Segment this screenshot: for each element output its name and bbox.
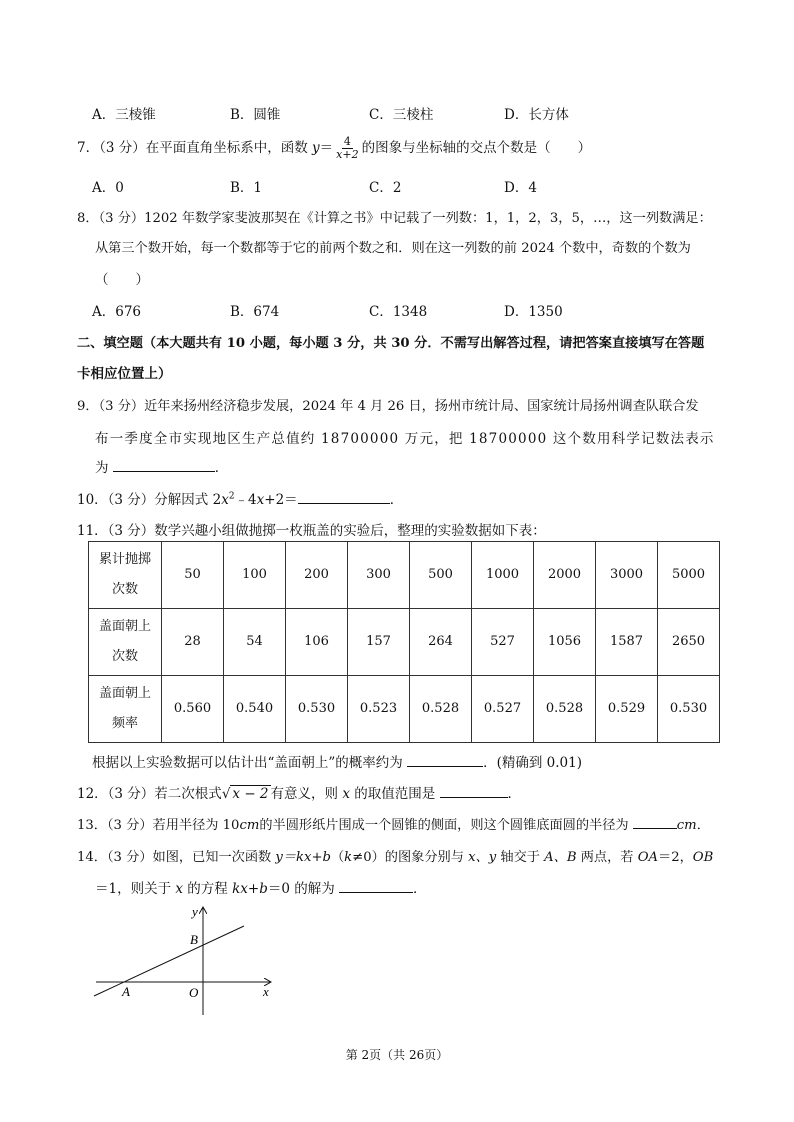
table-cell: 28 xyxy=(162,609,224,676)
q8-line1: 8．（3 分）1202 年数学家斐波那契在《计算之书》中记载了一列数：1，1，2，3，5，…，这一列数满足： xyxy=(77,211,712,226)
q9-line1: 9．（3 分）近年来扬州经济稳步发展，2024 年 4 月 26 日，扬州市统计局、国家统计局扬州调查队联合发 xyxy=(77,399,699,414)
q10-stem xyxy=(77,488,403,508)
q14-equation: kx+b xyxy=(232,881,268,897)
q6-option-d: D．长方体 xyxy=(504,107,569,123)
table-cell: 3000 xyxy=(596,542,658,609)
q10-post: +2＝ xyxy=(264,492,298,508)
table-row xyxy=(89,676,720,743)
table-cell: 100 xyxy=(224,542,286,609)
q10-end: ． xyxy=(389,492,404,508)
table-cell: 0.530 xyxy=(658,676,720,743)
q14-line2-post: ＝0 的解为 xyxy=(267,881,335,897)
q14-line1 xyxy=(77,846,713,865)
q9-line2: 布一季度全市实现地区生产总值约 18700000 万元，把 18700000 这个数用科学记数法表示 xyxy=(95,431,715,447)
q8-option-d: D．1350 xyxy=(504,304,563,320)
table-cell: 5000 xyxy=(658,542,720,609)
q14-function: y＝kx+b xyxy=(275,850,331,865)
q8-line2: 从第三个数开始，每一个数都等于它的前两个数之和．则在这一列数的前 2024 个数中，奇数的个数为 xyxy=(95,241,691,256)
q8-option-a: A．676 xyxy=(92,304,142,320)
q12-stem xyxy=(77,782,521,802)
q14-ob: OB xyxy=(692,850,714,865)
q7-pre: 7．（3 分）在平面直角坐标系中，函数 xyxy=(77,140,313,156)
table-cell: 264 xyxy=(410,609,472,676)
table-cell: 0.560 xyxy=(162,676,224,743)
q10-sup: 2 xyxy=(228,491,235,502)
q14-line2-end: ． xyxy=(413,881,427,897)
q12-mid: 有意义，则 xyxy=(270,786,339,802)
table-cell: 0.523 xyxy=(348,676,410,743)
q14-oa: OA xyxy=(637,850,659,865)
q14-ab: A、B xyxy=(544,850,577,865)
q8-option-b: B．674 xyxy=(230,304,280,320)
row-header-line2: 次数 xyxy=(111,582,138,597)
q14-line2-mid: 的方程 xyxy=(183,881,233,897)
table-cell: 0.529 xyxy=(596,676,658,743)
q12-post: 的取值范围是 xyxy=(354,786,436,802)
q12-end: ． xyxy=(507,786,522,802)
q12-pre: 12．（3 分）若二次根式 xyxy=(77,786,222,802)
q11-answer-blank xyxy=(407,754,483,767)
y-axis-label: y xyxy=(192,904,198,919)
table-cell: 1587 xyxy=(596,609,658,676)
q12-x: x xyxy=(342,786,350,802)
q13-mid: 的半圆形纸片围成一个圆锥的侧面，则这个圆锥底面圆的半径为 xyxy=(259,818,629,833)
q14-line2-pre: ＝1，则关于 xyxy=(95,881,176,897)
table-cell: 500 xyxy=(410,542,472,609)
table-cell: 0.528 xyxy=(534,676,596,743)
section2-heading-line2: 卡相应位置上） xyxy=(77,366,172,382)
table-cell: 300 xyxy=(348,542,410,609)
table-header-cell xyxy=(89,676,162,743)
table-cell: 0.527 xyxy=(472,676,534,743)
q11-after-post: ．(精确到 0.01) xyxy=(483,755,582,771)
page-footer: 第 2页（共 26页） xyxy=(345,1048,449,1062)
row-header-line2: 次数 xyxy=(111,649,138,664)
point-b-label: B xyxy=(190,932,198,947)
x-axis-label: x xyxy=(263,984,269,999)
table-cell: 2000 xyxy=(534,542,596,609)
q6-option-c: C．三棱柱 xyxy=(369,107,434,123)
q7-option-c: C．2 xyxy=(369,180,402,196)
table-cell: 54 xyxy=(224,609,286,676)
table-cell: 1000 xyxy=(472,542,534,609)
q13-unit: cm xyxy=(239,818,260,833)
q7-post: 的图象与坐标轴的交点个数是（ ） xyxy=(361,140,592,156)
q13-unit2: cm xyxy=(676,818,697,833)
q14-k: k xyxy=(344,850,353,865)
q14-answer-blank xyxy=(339,880,413,893)
q10-answer-blank xyxy=(298,491,390,504)
q11-data-table xyxy=(88,541,720,743)
function-line xyxy=(94,926,244,996)
point-a-label: A xyxy=(122,984,130,999)
q10-x2: x xyxy=(256,492,265,508)
q14-line2 xyxy=(95,877,427,897)
table-cell: 106 xyxy=(286,609,348,676)
q7-option-b: B．1 xyxy=(230,180,263,196)
table-cell: 1056 xyxy=(534,609,596,676)
q7-option-d: D．4 xyxy=(504,180,537,196)
table-cell: 0.540 xyxy=(224,676,286,743)
q6-option-a: A．三棱锥 xyxy=(92,107,156,123)
row-header-line1: 累计抛掷 xyxy=(98,552,151,567)
table-cell: 0.530 xyxy=(286,676,348,743)
q12-answer-blank xyxy=(440,785,508,798)
q14-figure xyxy=(88,900,288,1020)
q11-after-pre: 根据以上实验数据可以估计出“盖面朝上”的概率约为 xyxy=(92,755,403,771)
table-cell: 200 xyxy=(286,542,348,609)
q8-line3: （ ） xyxy=(95,272,149,288)
q7-stem xyxy=(77,136,591,161)
table-cell: 2650 xyxy=(658,609,720,676)
row-header-line2: 频率 xyxy=(111,716,138,731)
q7-eq: ＝ xyxy=(319,140,334,156)
q14-cond-pre: （ xyxy=(330,850,345,865)
row-header-line1: 盖面朝上 xyxy=(98,619,151,634)
sqrt-sign: √ xyxy=(221,786,231,802)
table-row xyxy=(89,542,720,609)
origin-label: O xyxy=(189,985,199,1000)
table-header-cell xyxy=(89,542,162,609)
table-cell: 157 xyxy=(348,609,410,676)
q14-line1-pre: 14．（3 分）如图，已知一次函数 xyxy=(77,850,276,865)
q9-line3 xyxy=(95,456,228,476)
q9-line3-post: ． xyxy=(214,460,229,476)
q8-option-c: C．1348 xyxy=(369,304,428,320)
q10-x: x xyxy=(221,492,229,508)
q12-radicand: x − 2 xyxy=(232,786,269,802)
table-cell: 527 xyxy=(472,609,534,676)
table-row xyxy=(89,609,720,676)
q7-func-y: y xyxy=(312,140,320,156)
table-cell: 0.528 xyxy=(410,676,472,743)
q6-option-b: B．圆锥 xyxy=(230,107,281,123)
q13-end: ． xyxy=(696,818,710,833)
table-header-cell xyxy=(89,609,162,676)
q14-x: x xyxy=(175,881,184,897)
q13-stem xyxy=(77,814,710,833)
q13-answer-blank xyxy=(633,816,677,829)
q14-cond-post: ≠0）的图象分别与 xyxy=(352,850,469,865)
q14-line1-mid: 轴交于 xyxy=(496,850,545,865)
q9-line3-pre: 为 xyxy=(95,460,109,476)
q14-line1-post: 两点，若 xyxy=(576,850,638,865)
q14-oa-val: ＝2， xyxy=(658,850,693,865)
q10-pre: 10．（3 分）分解因式 2 xyxy=(77,492,222,508)
section2-heading-line1: 二、填空题（本大题共有 10 小题，每小题 3 分，共 30 分．不需写出解答过程，请把答案直接填写在答题 xyxy=(77,336,705,351)
q11-after xyxy=(92,751,582,771)
q7-denominator: x+2 xyxy=(336,148,359,161)
q7-numerator: 4 xyxy=(343,135,351,148)
q10-mid: ﹣4 xyxy=(234,492,257,508)
q11-intro: 11．（3 分）数学兴趣小组做抛掷一枚瓶盖的实验后，整理的实验数据如下表： xyxy=(77,523,546,539)
table-cell: 50 xyxy=(162,542,224,609)
q9-answer-blank xyxy=(113,459,215,472)
q7-option-a: A．0 xyxy=(92,180,124,196)
q14-xy: x、y xyxy=(468,850,497,865)
q7-fraction xyxy=(334,136,360,161)
q13-pre: 13．（3 分）若用半径为 10 xyxy=(77,818,240,833)
row-header-line1: 盖面朝上 xyxy=(98,686,151,701)
